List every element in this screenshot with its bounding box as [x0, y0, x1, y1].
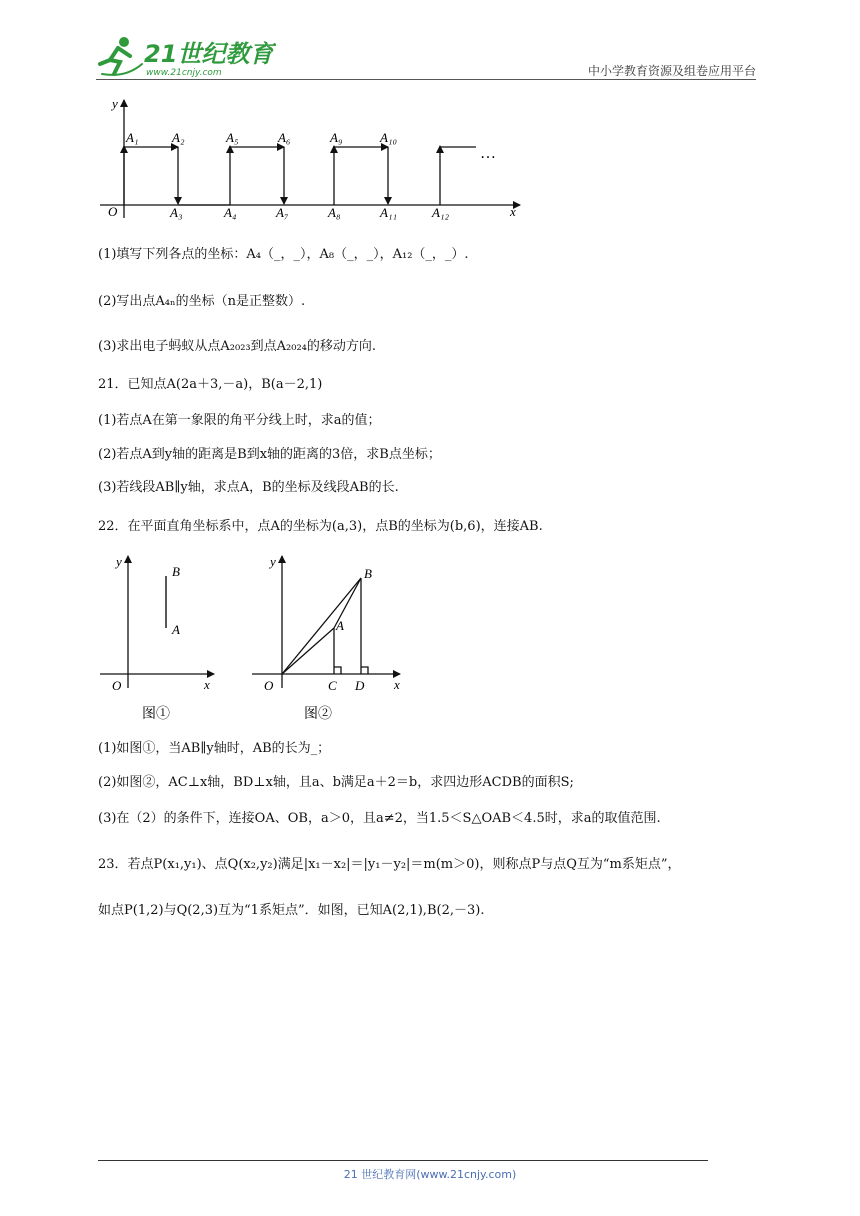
footer-divider [98, 1160, 708, 1161]
fig1-label-B: B [172, 564, 180, 579]
label-A2: A₂ [172, 130, 185, 145]
q22-part1: (1)如图①，当AB∥y轴时，AB的长为_； [98, 741, 331, 756]
fig2-caption: 图② [304, 707, 332, 722]
figure-2 [250, 550, 410, 729]
label-A4: A₄ [224, 205, 237, 220]
logo-url: www.21cnjy.com [146, 68, 222, 78]
runner-logo-icon [100, 37, 142, 75]
label-A7: A₇ [276, 205, 289, 220]
q22-stem: 22．在平面直角坐标系中，点A的坐标为(a,3)，点B的坐标为(b,6)，连接AB. [98, 519, 543, 534]
ellipsis: … [480, 145, 496, 162]
fig2-origin: O [264, 678, 274, 693]
q23-continuation: 如点P(1,2)与Q(2,3)互为“1系矩点”．如图，已知A(2,1),B(2,－3). [98, 903, 485, 918]
axis-x-label: x [510, 204, 516, 219]
fig1-caption: 图① [142, 707, 170, 722]
logo-text: 21世纪教育 [144, 40, 274, 68]
figure-1 [98, 550, 228, 729]
ant-path-figure [96, 94, 536, 228]
fig2-x-label: x [394, 677, 400, 692]
label-A10: A₁₀ [380, 130, 397, 145]
label-A8: A₈ [328, 205, 341, 220]
segment-OA [282, 628, 334, 674]
right-angle-D [361, 667, 368, 674]
fig1-y-label: y [116, 554, 122, 569]
q20-part2: (2)写出点A₄ₙ的坐标（n是正整数）. [98, 294, 306, 309]
fig2-label-B: B [364, 566, 372, 581]
q20-part3: (3)求出电子蚂蚁从点A₂₀₂₃到点A₂₀₂₄的移动方向. [98, 339, 377, 354]
fig2-label-A: A [336, 618, 344, 633]
segment-OB [282, 578, 361, 674]
label-A6: A₆ [278, 130, 291, 145]
platform-name: 中小学教育资源及组卷应用平台 [587, 64, 756, 78]
q21-part2: (2)若点A到y轴的距离是B到x轴的距离的3倍，求B点坐标； [98, 447, 441, 462]
origin-label: O [108, 204, 118, 219]
logo [96, 34, 276, 80]
fig2-label-C: C [328, 678, 337, 693]
fig1-x-label: x [204, 677, 210, 692]
label-A12: A₁₂ [432, 205, 449, 220]
label-A1: A₁ [126, 130, 139, 145]
q21-stem: 21．已知点A(2a＋3,－a)，B(a－2,1) [98, 377, 323, 392]
footer-text: 21 世纪教育网(www.21cnjy.com) [343, 1168, 517, 1181]
q22-part3: (3)在（2）的条件下，连接OA、OB，a＞0，且a≠2，当1.5＜S△OAB＜4.5时，求a的取值范围. [98, 811, 661, 826]
q22-part2: (2)如图②，AC⊥x轴，BD⊥x轴，且a、b满足a＋2＝b，求四边形ACDB的面积S; [98, 775, 574, 790]
q21-part1: (1)若点A在第一象限的角平分线上时，求a的值； [98, 413, 381, 428]
axis-y-label: y [112, 96, 118, 111]
fig1-label-A: A [172, 622, 180, 637]
label-A5: A₅ [226, 130, 239, 145]
label-A11: A₁₁ [380, 205, 397, 220]
fig2-label-D: D [355, 678, 365, 693]
right-angle-C [334, 667, 341, 674]
fig2-y-label: y [270, 554, 276, 569]
header-divider [96, 79, 756, 80]
label-A9: A₉ [330, 130, 343, 145]
q20-part1: (1)填写下列各点的坐标：A₄（_，_），A₈（_，_），A₁₂（_，_）. [98, 247, 469, 262]
label-A3: A₃ [170, 205, 183, 220]
q21-part3: (3)若线段AB∥y轴，求点A，B的坐标及线段AB的长. [98, 480, 399, 495]
q23-stem: 23．若点P(x₁,y₁)、点Q(x₂,y₂)满足|x₁－x₂|＝|y₁－y₂|＝m(m＞0)，则称点P与点Q互为“m系矩点”， [98, 857, 681, 872]
fig1-origin: O [112, 678, 122, 693]
